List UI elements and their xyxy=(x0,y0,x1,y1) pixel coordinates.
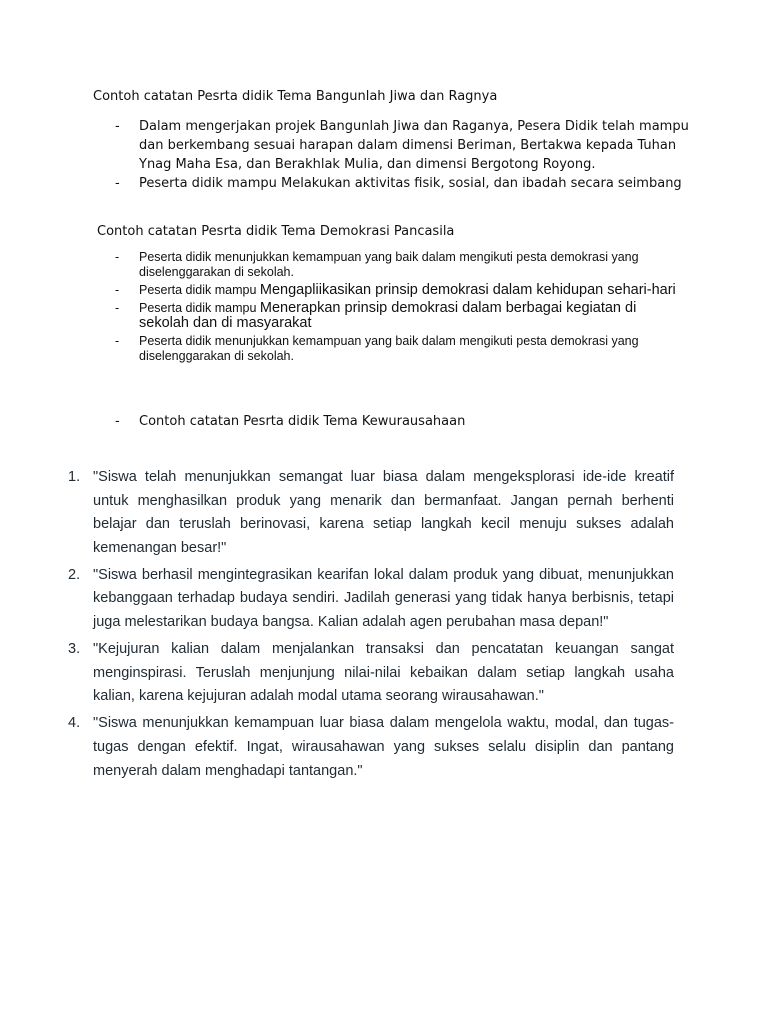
dash-bullet: - xyxy=(115,250,120,264)
numbered-item xyxy=(68,564,674,635)
list-item-prefix: Peserta didik mampu xyxy=(139,301,260,315)
item-text: "Siswa menunjukkan kemampuan luar biasa dalam mengelola waktu, modal, dan tugas-tugas dengan efektif. Ingat, wirausahawan yang sukses selalu disiplin dan pantang menyerah dalam menghadapi tantangan." xyxy=(93,715,674,779)
numbered-item xyxy=(68,638,674,709)
dash-bullet: - xyxy=(115,283,120,297)
item-number: 1. xyxy=(68,469,81,485)
item-text: "Kejujuran kalian dalam menjalankan transaksi dan pencatatan keuangan sangat menginspirasi. Teruslah menjunjung nilai-nilai kebaikan dalam setiap langkah usaha kalian, karena kejujuran adalah modal utama seorang wirausahawan." xyxy=(93,641,674,705)
list-item xyxy=(115,250,690,280)
dash-bullet: - xyxy=(115,176,120,191)
section-heading-demokrasi-pancasila: Contoh catatan Pesrta didik Tema Demokrasi Pancasila xyxy=(97,224,455,239)
section-heading-kewirausahaan: Contoh catatan Pesrta didik Tema Kewurausahaan xyxy=(139,414,466,429)
list-item xyxy=(115,301,690,331)
item-text: "Siswa berhasil mengintegrasikan kearifan lokal dalam produk yang dibuat, menunjukkan kebanggaan terhadap budaya sendiri. Jadilah generasi yang tidak hanya berbisnis, tetapi juga melestarikan budaya bangsa. Kalian adalah agen perubahan masa depan!" xyxy=(93,566,674,631)
item-text: "Siswa telah menunjukkan semangat luar biasa dalam mengeksplorasi ide-ide kreatif untuk menghasilkan produk yang menarik dan bermanfaat. Jangan pernah berhenti belajar dan teruslah berinovasi, karena setiap langkah kecil menuju sukses adalah kemenangan besar!" xyxy=(93,469,674,556)
list-item xyxy=(115,412,690,431)
list-item-text: Peserta didik mampu Melakukan aktivitas fisik, sosial, dan ibadah secara seimbang xyxy=(139,176,682,191)
list-item-text: Peserta didik menunjukkan kemampuan yang baik dalam mengikuti pesta demokrasi yang diselenggarakan di sekolah. xyxy=(139,250,639,279)
list-item xyxy=(115,334,690,364)
list-bangunlah-jiwa xyxy=(115,117,690,193)
dash-bullet: - xyxy=(115,414,120,429)
numbered-notes-list xyxy=(68,466,674,787)
list-item xyxy=(115,283,690,298)
item-number: 2. xyxy=(68,566,81,583)
list-item-text: Menerapkan prinsip demokrasi dalam berbagai kegiatan di sekolah dan di masyarakat xyxy=(139,300,637,331)
list-item-prefix: Peserta didik mampu xyxy=(139,283,260,297)
list-item xyxy=(115,174,690,193)
numbered-item xyxy=(68,712,674,783)
list-kewirausahaan-heading xyxy=(115,412,690,431)
numbered-item xyxy=(68,466,674,560)
item-number: 4. xyxy=(68,715,81,732)
list-item-text: Dalam mengerjakan projek Bangunlah Jiwa dan Raganya, Pesera Didik telah mampu dan berkembang sesuai harapan dalam dimensi Beriman, Bertakwa kepada Tuhan Ynag Maha Esa, dan Berakhlak Mulia, dan dimensi Bergotong Royong. xyxy=(139,119,689,172)
item-number: 3. xyxy=(68,641,81,658)
list-demokrasi-pancasila xyxy=(115,250,690,367)
list-item xyxy=(115,117,690,174)
dash-bullet: - xyxy=(115,334,120,348)
list-item-text: Peserta didik menunjukkan kemampuan yang baik dalam mengikuti pesta demokrasi yang diselenggarakan di sekolah. xyxy=(139,334,639,363)
list-item-text: Mengapliikasikan prinsip demokrasi dalam kehidupan sehari-hari xyxy=(259,282,676,298)
dash-bullet: - xyxy=(115,301,120,315)
dash-bullet: - xyxy=(115,119,120,134)
section-heading-bangunlah-jiwa: Contoh catatan Pesrta didik Tema Bangunlah Jiwa dan Ragnya xyxy=(93,89,498,104)
